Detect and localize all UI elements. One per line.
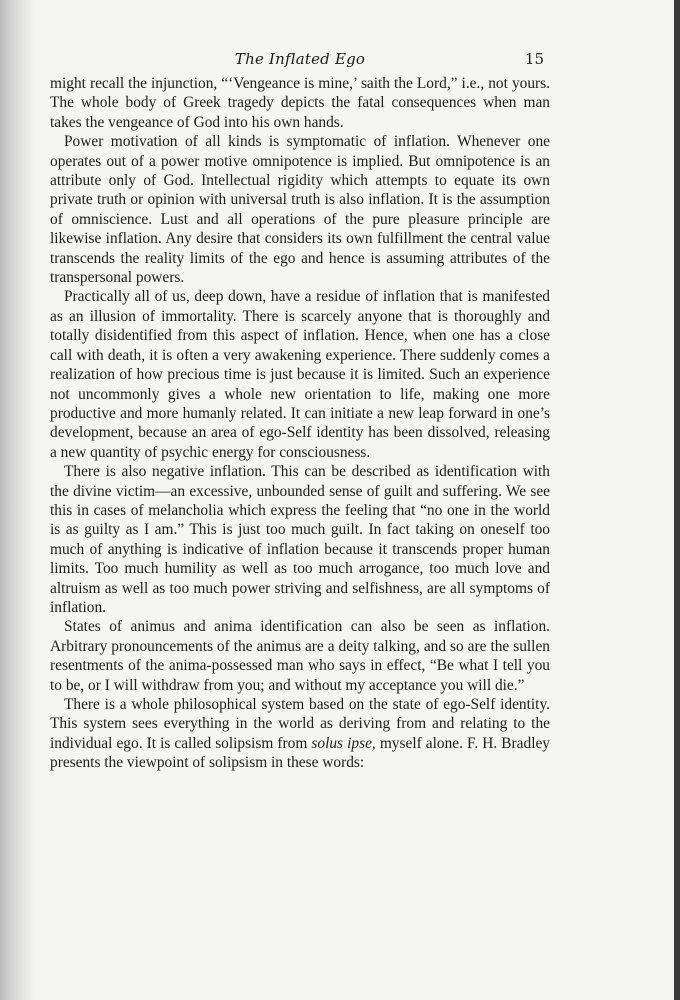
running-head <box>50 44 550 68</box>
page-binding-shadow <box>0 0 36 1000</box>
body-text <box>50 74 550 773</box>
paragraph-1: might recall the injunction, “‘Vengeance is mine,’ saith the Lord,” i.e., not yours. The whole body of Greek tragedy depicts the fatal consequences when man takes the vengeance of God into his own hands. <box>50 75 550 131</box>
paragraph-3: Practically all of us, deep down, have a residue of inflation that is manifested as an illusion of immortality. There is scarcely anyone that is thoroughly and totally disidentified from this aspect of inflation. Hence, when one has a close call with death, it is often a very awakening experience. There suddenly comes a realization of how precious time is just because it is limited. Such an experience not uncommonly gives a whole new orientation to life, making one more productive and more humanly related. It can initiate a new leap forward in one’s development, because an area of ego-Self identity has been dissolved, releasing a new quantity of psychic energy for consciousness. <box>50 288 550 461</box>
scan-edge <box>674 0 680 1000</box>
paragraph-6-text: There is a whole philosophical system based on the state of ego-Self identity. This system sees everything in the world as deriving from and relating to the individual ego. It is called solipsism from <box>50 696 550 752</box>
paragraph-4: There is also negative inflation. This can be described as identification with the divine victim—an excessive, unbounded sense of guilt and suffering. We see this in cases of melancholia which express the feeling that “no one in the world is as guilty as I am.” This is just too much guilt. In fact taking on oneself too much of anything is indicative of inflation because it transcends proper human limits. Too much humility as well as too much arrogance, too much love and altruism as well as too much power striving and selfishness, are all symptoms of inflation. <box>50 463 550 616</box>
page-number: 15 <box>524 50 544 68</box>
paragraph-6-latin-phrase: solus ipse, <box>311 734 376 752</box>
paragraph-6-text-end: myself alone. F. H. Bradley presents the viewpoint of solipsism in these words: <box>50 734 550 772</box>
book-page <box>50 44 550 773</box>
paragraph-2: Power motivation of all kinds is symptomatic of inflation. Whenever one operates out of a power motive omnipotence is implied. But omnipotence is an attribute only of God. Intellectual rigidity which attempts to equate its own private truth or opinion with universal truth is also inflation. It is the assumption of omniscience. Lust and all operations of the pure pleasure principle are likewise inflation. Any desire that considers its own fulfillment the central value transcends the reality limits of the ego and hence is assuming attributes of the transpersonal powers. <box>50 133 550 287</box>
paragraph-5: States of animus and anima identification can also be seen as inflation. Arbitrary pronouncements of the animus are a deity talking, and so are the sullen resentments of the anima-possessed man who says in effect, “Be what I tell you to be, or I will withdraw from you; and without my acceptance you will die.” <box>50 618 550 694</box>
paragraph-6 <box>50 695 550 773</box>
running-title: The Inflated Ego <box>234 50 366 68</box>
